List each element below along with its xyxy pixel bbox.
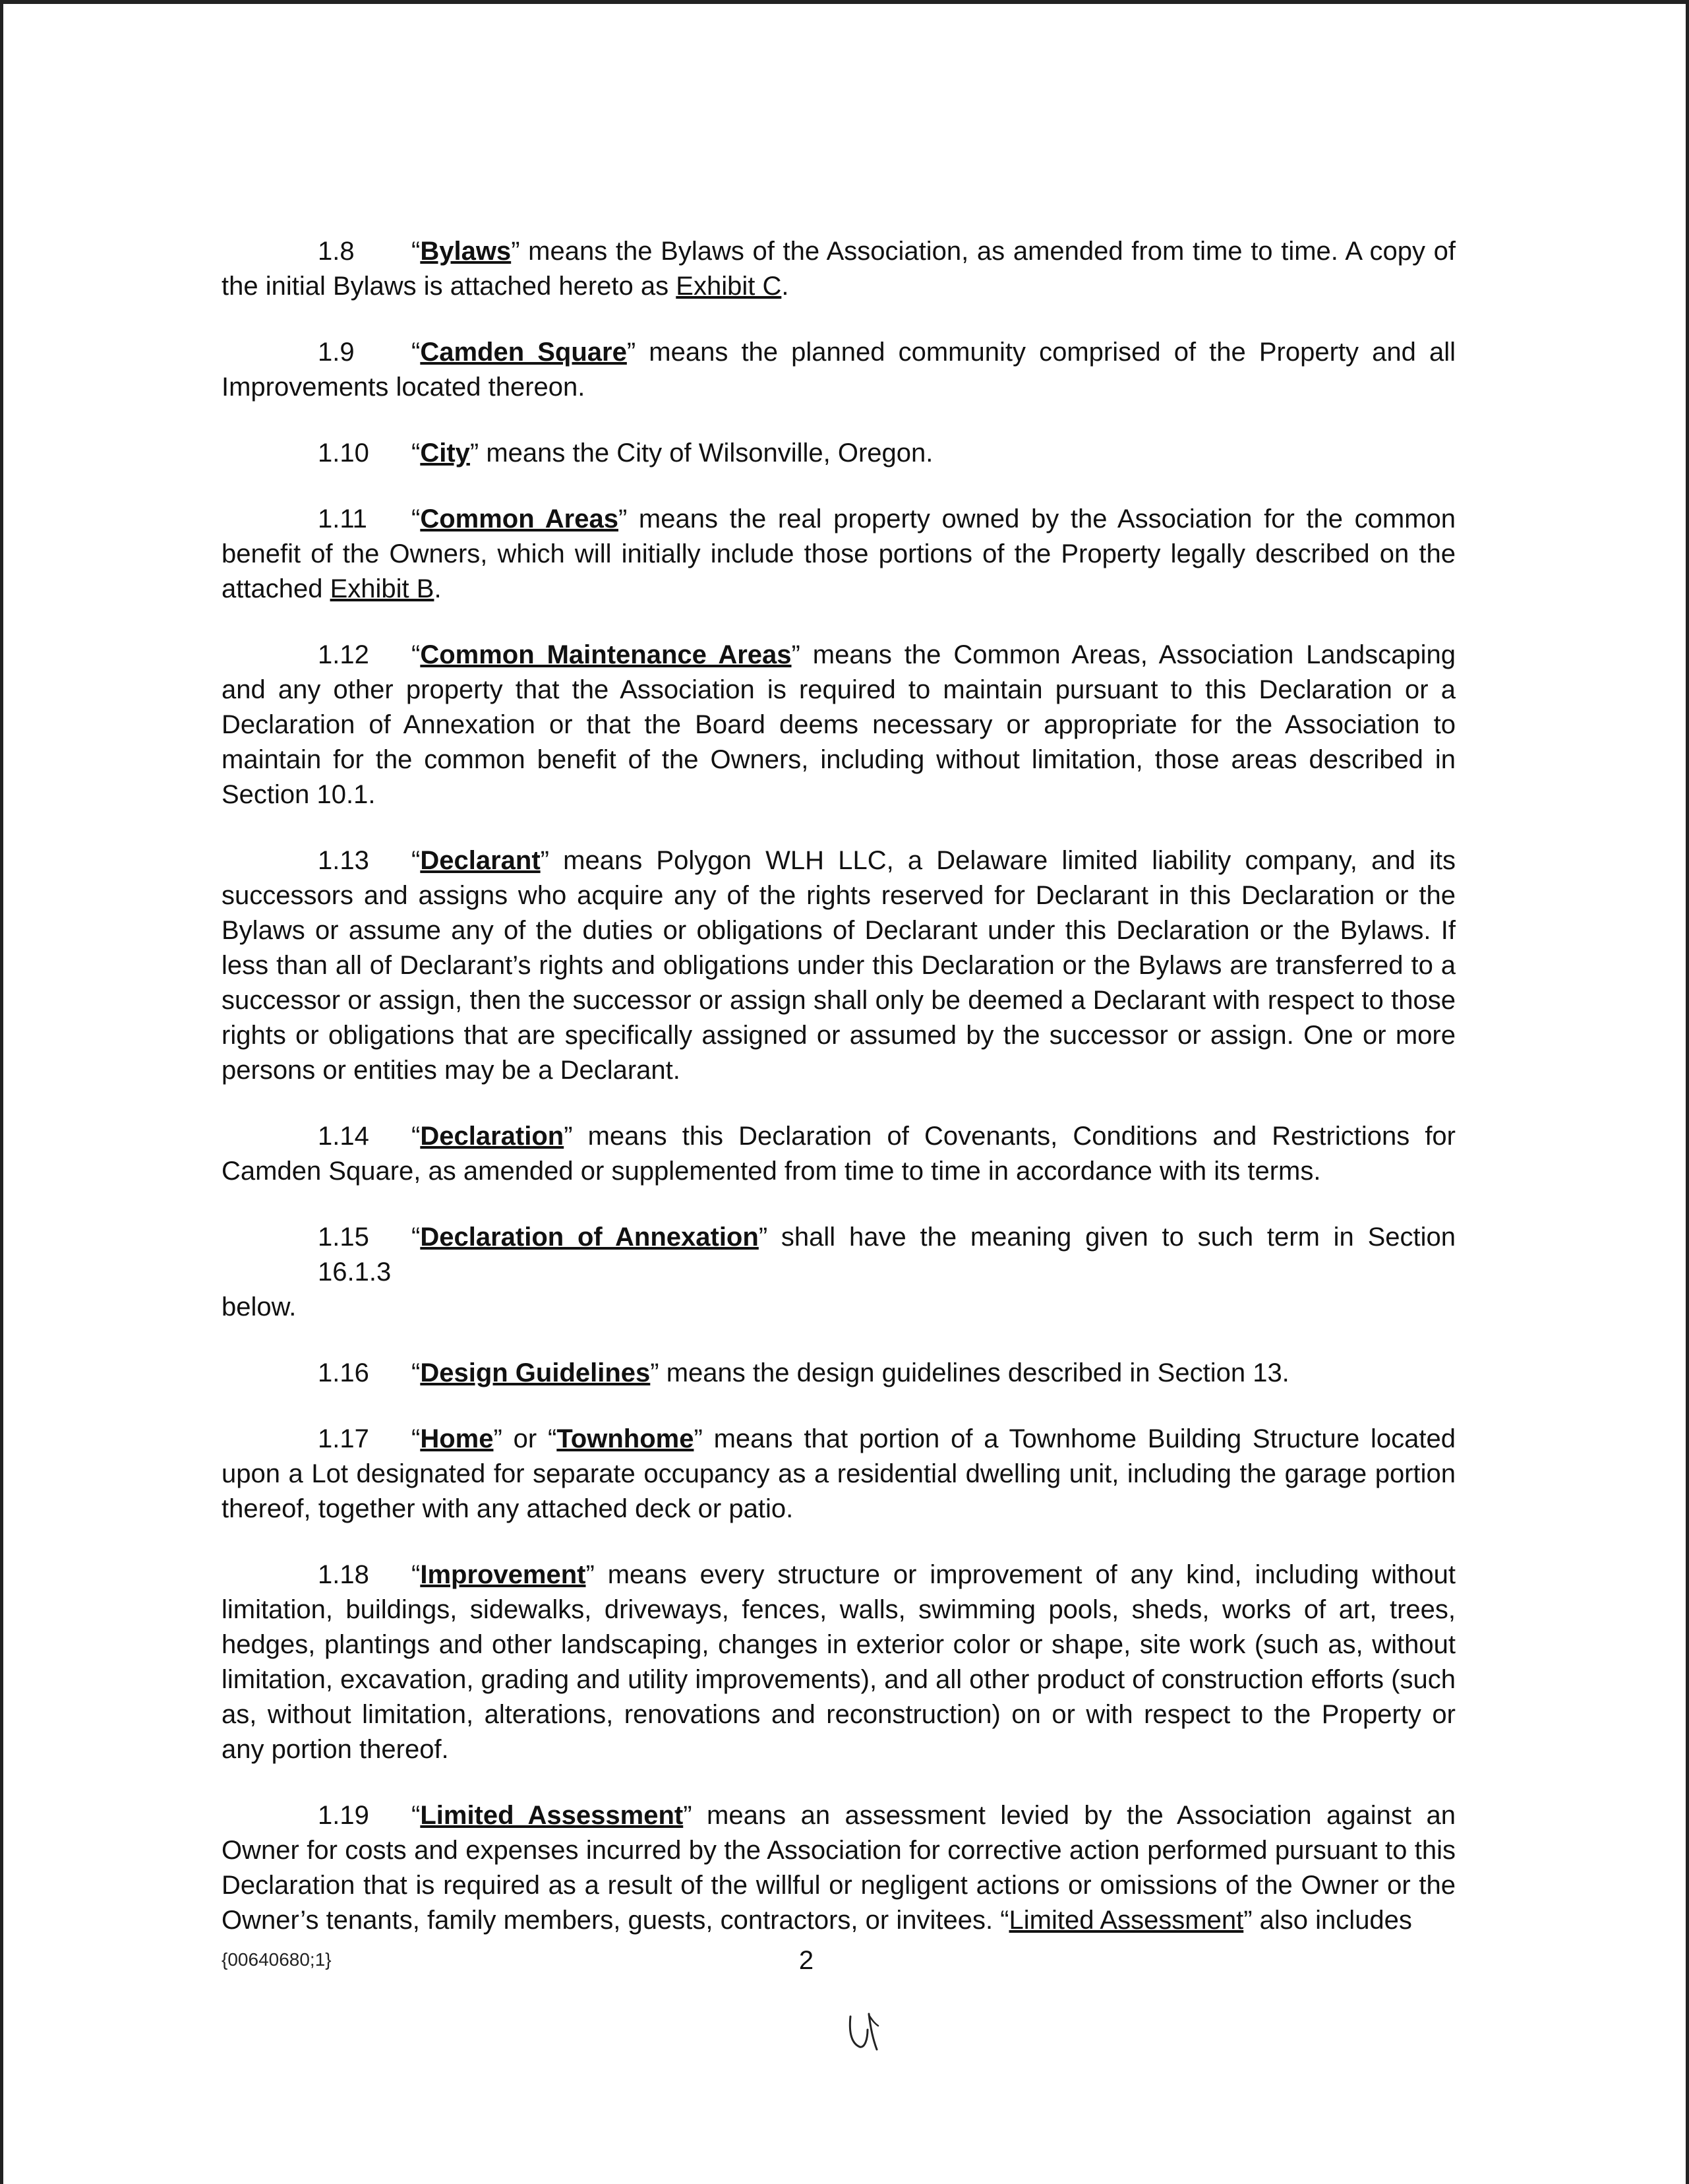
definition-text: means every structure or improvement of any kind, including without limitation, buildings, sidewalks, driveways, fences, walls, swimming pools, sheds, works of art, trees, hedges, plantings and other landscaping, changes in exterior color or shape, site work (such as, without limitation, excavation, grading and utility improvements), and all other product of construction efforts (such as, without limitation, alterations, renovations and reconstruction) on or with respect to the Property or any portion thereof. [222,1560,1456,1764]
section-1-14: 1.14 “Declaration” means this Declaration of Covenants, Conditions and Restrictions for Camden Square, as amended or supplemented from time to time in accordance with its terms. [222,1119,1456,1189]
section-1-10: 1.10 “City” means the City of Wilsonville, Oregon. [222,436,1456,471]
section-1-11: 1.11 “Common Areas” means the real property owned by the Association for the common benefit of the Owners, which will initially include those portions of the Property legally described on the attached Exhibit B. [222,502,1456,607]
section-number: 1.18 [318,1560,369,1589]
section-1-19: 1.19 “Limited Assessment” means an assessment levied by the Association against an Owner for costs and expenses incurred by the Association for corrective action performed pursuant to this Declaration that is required as a result of the willful or negligent actions or omissions of the Owner or the Owner’s tenants, family members, guests, contractors, or invitees. “Limited Assessment” also includes [222,1798,1456,1938]
defined-term: Limited Assessment [420,1801,684,1830]
definition-text-continued: below. [222,1292,297,1321]
section-number: 1.11 [318,504,367,533]
section-number: 1.8 [318,237,355,266]
exhibit-reference: Exhibit B [330,574,434,603]
defined-term: Bylaws [420,237,512,266]
defined-term-alt: Townhome [556,1424,694,1453]
defined-term: Common Maintenance Areas [420,640,792,669]
defined-term: Camden Square [420,338,627,367]
definition-text: means the real property owned by the Association for the common benefit of the Owners, which will initially include those portions of the Property legally described on the attached [222,504,1456,603]
section-1-18: 1.18 “Improvement” means every structure or improvement of any kind, including without limitation, buildings, sidewalks, driveways, fences, walls, swimming pools, sheds, works of art, trees, hedges, plantings and other landscaping, changes in exterior color or shape, site work (such as, without limitation, excavation, grading and utility improvements), and all other product of construction efforts (such as, without limitation, alterations, renovations and reconstruction) on or with respect to the Property or any portion thereof. [222,1558,1456,1767]
term-reference: Limited Assessment [1009,1906,1244,1935]
definition-text: means that portion of a Townhome Building Structure located upon a Lot designated for separate occupancy as a residential dwelling unit, including the garage portion thereof, together with any attached deck or patio. [222,1424,1456,1523]
defined-term: Design Guidelines [420,1358,651,1387]
section-number: 1.19 [318,1801,369,1830]
definition-text: means this Declaration of Covenants, Conditions and Restrictions for Camden Square, as amended or supplemented from time to time in accordance with its terms. [222,1122,1456,1186]
defined-term: Home [420,1424,494,1453]
document-id: {00640680;1} [222,1949,332,1970]
definition-text: means an assessment levied by the Association against an Owner for costs and expenses incurred by the Association for corrective action performed pursuant to this Declaration that is required as a result of the willful or negligent actions or omissions of the Owner or the Owner’s tenants, family members, guests, contractors, or invitees. [222,1801,1456,1935]
exhibit-reference: Exhibit C [676,272,782,301]
scan-border-right [1686,0,1689,2184]
section-number: 1.17 [318,1424,369,1453]
definition-text: means the Bylaws of the Association, as amended from time to time. A copy of the initial Bylaws is attached hereto as [222,237,1456,301]
scan-border-top [0,0,1689,4]
definition-text: means the Common Areas, Association Landscaping and any other property that the Association is required to maintain pursuant to this Declaration or a Declaration of Annexation or that the Board deems necessary or appropriate for the Association to maintain for the common benefit of the Owners, including without limitation, those areas described in Section 10.1. [222,640,1456,809]
defined-term: City [420,439,470,468]
defined-term: Declaration of Annexation [420,1223,759,1252]
definition-text: means the City of Wilsonville, Oregon. [479,439,933,468]
handwritten-initials [845,2010,886,2052]
section-number: 1.10 [318,439,369,468]
section-number: 1.15 [318,1223,369,1252]
page-number: 2 [798,1946,814,1975]
defined-term: Declarant [420,846,541,875]
section-number: 1.13 [318,846,369,875]
document-body [222,234,1456,1969]
section-1-12: 1.12 “Common Maintenance Areas” means the Common Areas, Association Landscaping and any other property that the Association is required to maintain pursuant to this Declaration or a Declaration of Annexation or that the Board deems necessary or appropriate for the Association to maintain for the common benefit of the Owners, including without limitation, those areas described in Section 10.1. [222,638,1456,812]
definition-text: means the design guidelines described in Section 13. [659,1358,1289,1387]
section-number: 1.14 [318,1122,369,1151]
section-1-16: 1.16 “Design Guidelines” means the design guidelines described in Section 13. [222,1356,1456,1391]
scan-border-left [0,0,3,2184]
definition-text: means Polygon WLH LLC, a Delaware limited liability company, and its successors and assigns who acquire any of the rights reserved for Declarant in this Declaration or the Bylaws or assume any of the duties or obligations of Declarant under this Declaration or the Bylaws. If less than all of Declarant’s rights and obligations under this Declaration or the Bylaws are transferred to a successor or assign, then the successor or assign shall only be deemed a Declarant with respect to those rights or obligations that are specifically assigned or assumed by the successor or assign. One or more persons or entities may be a Declarant. [222,846,1456,1085]
section-number: 1.12 [318,640,369,669]
section-number: 1.9 [318,338,355,367]
section-1-8: 1.8 “Bylaws” means the Bylaws of the Association, as amended from time to time. A copy of the initial Bylaws is attached hereto as Exhibit C. [222,234,1456,304]
definition-text: shall have the meaning given to such term in Section 16.1.3 [318,1223,1456,1287]
section-1-13: 1.13 “Declarant” means Polygon WLH LLC, a Delaware limited liability company, and its successors and assigns who acquire any of the rights reserved for Declarant in this Declaration or the Bylaws or assume any of the duties or obligations of Declarant under this Declaration or the Bylaws. If less than all of Declarant’s rights and obligations under this Declaration or the Bylaws are transferred to a successor or assign, then the successor or assign shall only be deemed a Declarant with respect to those rights or obligations that are specifically assigned or assumed by the successor or assign. One or more persons or entities may be a Declarant. [222,843,1456,1088]
defined-term: Improvement [420,1560,586,1589]
definition-text: means the planned community comprised of the Property and all Improvements located thereon. [222,338,1456,402]
section-1-17: 1.17 “Home” or “Townhome” means that portion of a Townhome Building Structure located upon a Lot designated for separate occupancy as a residential dwelling unit, including the garage portion thereof, together with any attached deck or patio. [222,1422,1456,1527]
section-1-15: 1.15 “Declaration of Annexation” shall have the meaning given to such term in Section 16.1.3 below. [222,1220,1456,1325]
section-number: 1.16 [318,1358,369,1387]
defined-term: Declaration [420,1122,564,1151]
defined-term: Common Areas [420,504,618,533]
section-1-9: 1.9 “Camden Square” means the planned community comprised of the Property and all Improvements located thereon. [222,335,1456,405]
